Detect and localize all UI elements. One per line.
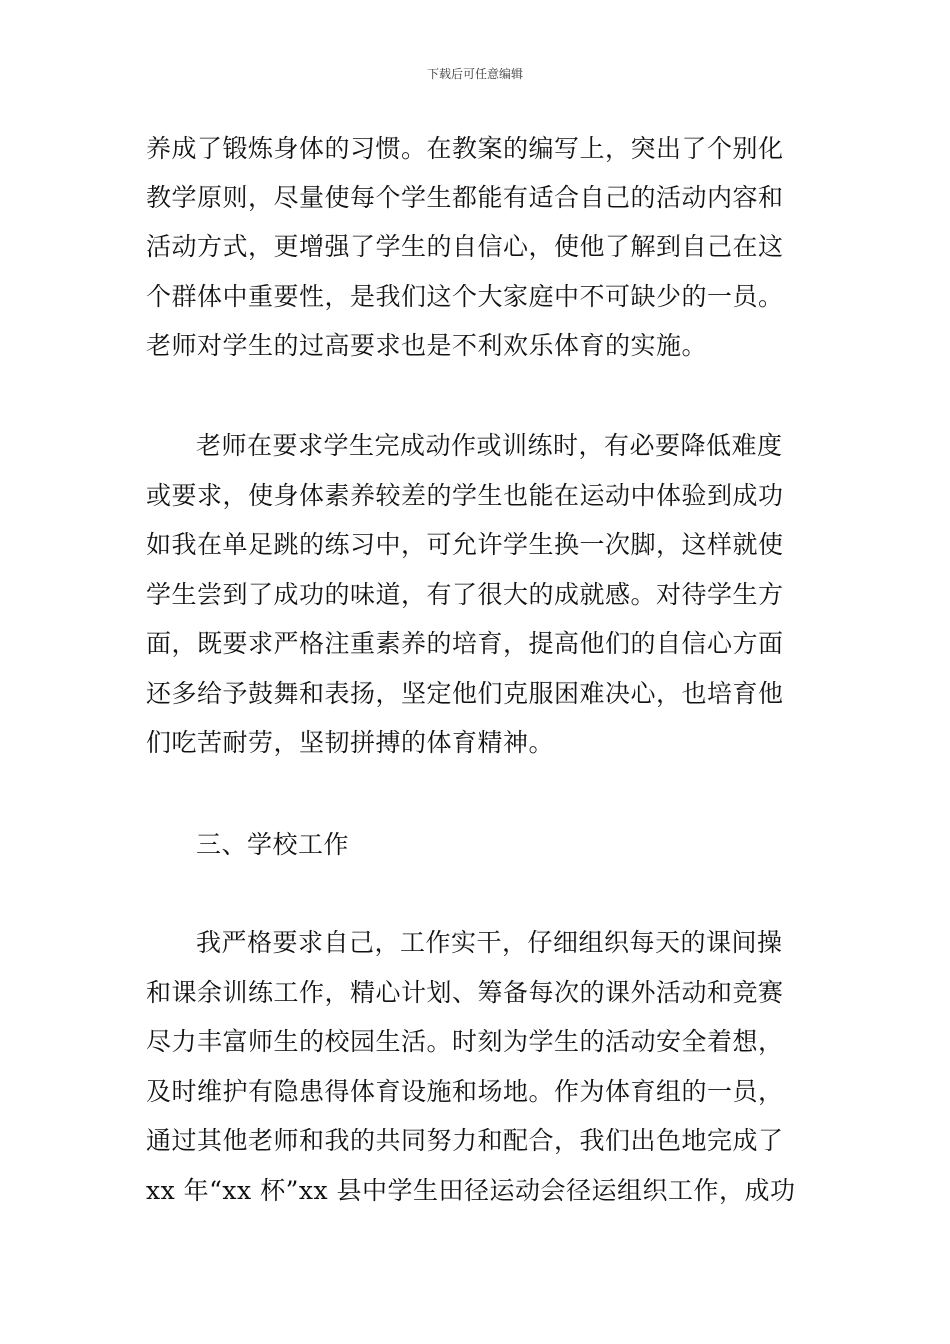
text-line: 教学原则，尽量使每个学生都能有适合自己的活动内容和 — [146, 183, 784, 212]
text-line: 如我在单足跳的练习中，可允许学生换一次脚，这样就使 — [146, 530, 784, 559]
text-line: 或要求，使身体素养较差的学生也能在运动中体验到成功 — [146, 481, 784, 510]
text-line: 活动方式，更增强了学生的自信心，使他了解到自己在这 — [146, 232, 784, 261]
text-line: 们吃苦耐劳，坚韧拼搏的体育精神。 — [146, 728, 555, 757]
text-line: 个群体中重要性，是我们这个大家庭中不可缺少的一员。 — [146, 282, 784, 311]
text-line: 老师在要求学生完成动作或训练时，有必要降低难度 — [196, 431, 783, 460]
text-line: 还多给予鼓舞和表扬，坚定他们克服困难决心，也培育他 — [146, 679, 784, 708]
text-line: xx 年“xx 杯”xx 县中学生田径运动会径运组织工作，成功 — [146, 1176, 796, 1205]
section-heading: 三、学校工作 — [196, 830, 350, 859]
text-line: 我严格要求自己，工作实干，仔细组织每天的课间操 — [196, 928, 783, 957]
text-line: 通过其他老师和我的共同努力和配合，我们出色地完成了 — [146, 1126, 784, 1155]
text-line: 及时维护有隐患得体育设施和场地。作为体育组的一员， — [146, 1077, 784, 1106]
text-line: 学生尝到了成功的味道，有了很大的成就感。对待学生方 — [146, 580, 784, 609]
text-line: 养成了锻炼身体的习惯。在教案的编写上，突出了个别化 — [146, 134, 784, 163]
text-line: 尽力丰富师生的校园生活。时刻为学生的活动安全着想， — [146, 1027, 784, 1056]
text-line: 老师对学生的过高要求也是不利欢乐体育的实施。 — [146, 331, 708, 360]
page-header: 下载后可任意编辑 — [426, 67, 523, 81]
text-line: 和课余训练工作，精心计划、筹备每次的课外活动和竞赛 — [146, 978, 784, 1007]
text-line: 面，既要求严格注重素养的培育，提高他们的自信心方面 — [146, 629, 784, 658]
